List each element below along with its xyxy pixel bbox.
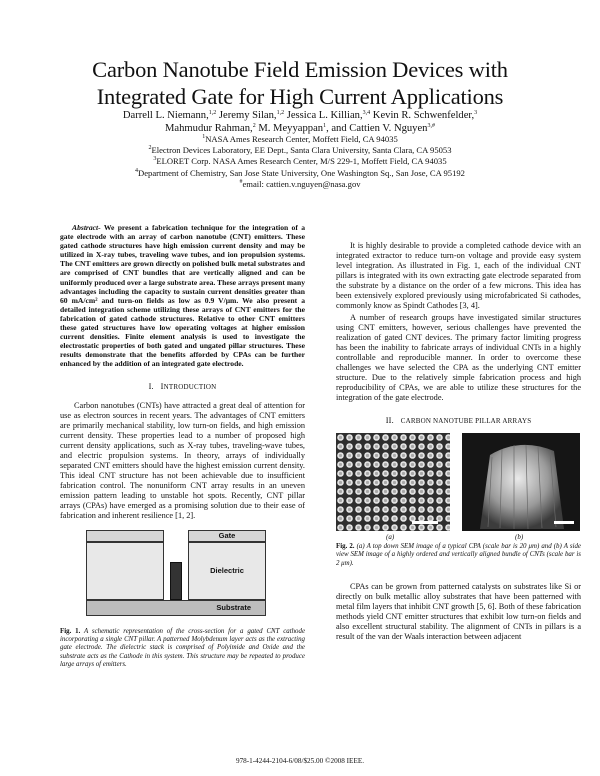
- copyright-footer: 978-1-4244-2104-6/08/$25.00 ©2008 IEEE.: [235, 757, 365, 765]
- section-heading-introduction: I. INTRODUCTION: [148, 381, 217, 391]
- sem-image-top-down: [336, 433, 450, 531]
- abstract: [60, 223, 305, 369]
- section-heading-cnt-pillar-arrays: II. CARBON NANOTUBE PILLAR ARRAYS: [385, 416, 532, 425]
- figure-2-caption: Fig. 2. (a) A top down SEM image of a typical CPA (scale bar is 20 μm) and (b) A side view SEM image of a highly ordered and vertically aligned bundle of CNTs (scale bar is 2 μm).: [336, 543, 581, 567]
- left-column: [60, 223, 305, 670]
- affiliation-2: $^2$Electron Devices Laboratory, EE Dept., Santa Clara University, Santa Clara, CA 95053: [148, 145, 452, 156]
- gate-layer-left: [86, 530, 164, 542]
- sem-image-side-view: [462, 433, 580, 531]
- gate-layer: Gate: [188, 530, 266, 542]
- figure-2: [336, 433, 581, 541]
- right-paragraph-3: CPAs can be grown from patterned catalysts on substrates like Si or directly on bulk metallic alloy substrates that have been patterned with metal film layers that inhibit CNT growth [5, 6]. Both of these fabrication methods yield CNT emitter structures that exhibit low turn-on fields and also excellent structural stability. The alignment of CNTs in pillars is a result of the van der Waals interaction between adjacent: [336, 582, 582, 642]
- right-paragraph-2: A number of research groups have investigated similar structures using CNT emitters, however, serious challenges have prevented the realization of gated CNT devices. The primary factor limiting progress has been the inability to fabricate arrays of individual CNTs in a highly controllable and reproducible manner. In order to overcome these challenges we have selected the CPA as the underlying CNT emitter structure. Due to the relatively simple fabrication process and high reproducibility of CPAs, we are able to utilize these structures for the integration of the gate electrode.: [336, 313, 581, 402]
- intro-paragraph: Carbon nanotubes (CNTs) have attracted a great deal of attention for use as electron sources in recent years. The advantages of CNT emitters are primarily mechanical stability, low turn-on fields, and high emission current density. These properties lead to a number of proposed high current density applications, such as X-ray tubes, traveling-wave tubes, and electric propulsion systems. In theory, arrays of individually separated CNT emitters should have the highest emission current density. This ideal CNT structure has not been achievable due to insufficient fabrication control. The nonuniform CNT array results in an uneven emission pattern leading to unstable hot spots. Recently, CNT pillar arrays (CPAs) have emerged as a promising solution due to their ease of fabrication and inherent resilience [1, 2].: [60, 400, 305, 520]
- contact-email[interactable]: #email: cattien.v.nguyen@nasa.gov: [239, 178, 361, 189]
- figure-2b-label: (b): [515, 533, 524, 541]
- right-column: [336, 223, 581, 642]
- substrate-layer: Substrate: [86, 600, 266, 616]
- affiliation-3: $^3$ELORET Corp. NASA Ames Research Center, M/S 229-1, Moffett Field, CA 94035: [153, 156, 447, 167]
- dielectric-layer: Dielectric: [188, 542, 266, 600]
- cnt-pillar: [170, 562, 182, 600]
- figure-2a-label: (a): [386, 533, 395, 541]
- right-paragraph-1: It is highly desirable to provide a completed cathode device with an integrated extractor to reduce turn-on voltage and provide easy system level integration. As illustrated in Fig. 1, each of the individual CNT pillars is integrated with its own extracting gate electrode separated from the substrate by a distance on the order of a few microns. This idea has been extensively explored previously using microfabricated Si cathodes, commonly know as Spindt Cathodes [3, 4].: [336, 241, 581, 310]
- figure-1-schematic: [86, 528, 266, 624]
- abstract-text: We present a fabrication technique for the integration of a gate electrode with an array of carbon nanotube (CNT) emitters. These gated cathode structures have high emission current density and may be utilized in X-ray tubes, traveling wave tubes, and ion propulsion systems. The CNT emitters are grown directly on polished bulk metal substrates and are comprised of CNT bundles that are vertically aligned and can be uniformly produced over a large substrate area. These arrays present many advantages including the capacity to sustain current densities greater than 60 mA/cm² and turn-on fields as low as 0.9 V/μm. We also present a detailed integration scheme utilizing these arrays of CNT emitters for the fabrication of gated cathode structures. Relative to other CNT emitters these gated structures have low operating voltages at higher emission current densities. Finite element analysis is used to investigate the electrostatic properties of both gated and ungated pillar structures. These results demonstrate that the benefits afforded by CPAs can be further enhanced by the addition of an integrated gate electrode.: [60, 223, 305, 369]
- dielectric-layer-left: [86, 542, 164, 600]
- paper-title: [40, 56, 560, 110]
- figure-1-caption: Fig. 1. A schematic representation of the cross-section for a gated CNT cathode incorporating a single CNT pillar. A patterned Molybdenum layer acts as the extracting gate electrode. The dielectric stack is comprised of Polyimide and Oxide and the substrate acts as the Cathode in this system. This structure may be repeated to produce large arrays of emitters.: [60, 627, 306, 669]
- author-list: [60, 110, 540, 135]
- affiliation-4: $^4$Department of Chemistry, San Jose State University, One Washington Sq., San Jose, CA 95192: [135, 167, 465, 178]
- author-line-1: Darrell L. Niemann,$^{1,2}$ Jeremy Silan,$^{1,2}$ Jessica L. Killian,$^{3,4}$ Kevin R. Schwenfelder,$^3$: [122, 110, 478, 121]
- affiliations: [80, 134, 520, 190]
- abstract-label: Abstract-: [72, 223, 101, 232]
- title-line-1: Carbon Nanotube Field Emission Devices with: [92, 57, 508, 82]
- affiliation-1: $^1$NASA Ames Research Center, Moffett Field, CA 94035: [202, 134, 398, 144]
- title-line-2: Integrated Gate for High Current Applications: [96, 84, 504, 109]
- author-line-2: Mahmudur Rahman,$^2$ M. Meyyappan$^1$, and Cattien V. Nguyen$^{3,\#}$: [165, 122, 435, 134]
